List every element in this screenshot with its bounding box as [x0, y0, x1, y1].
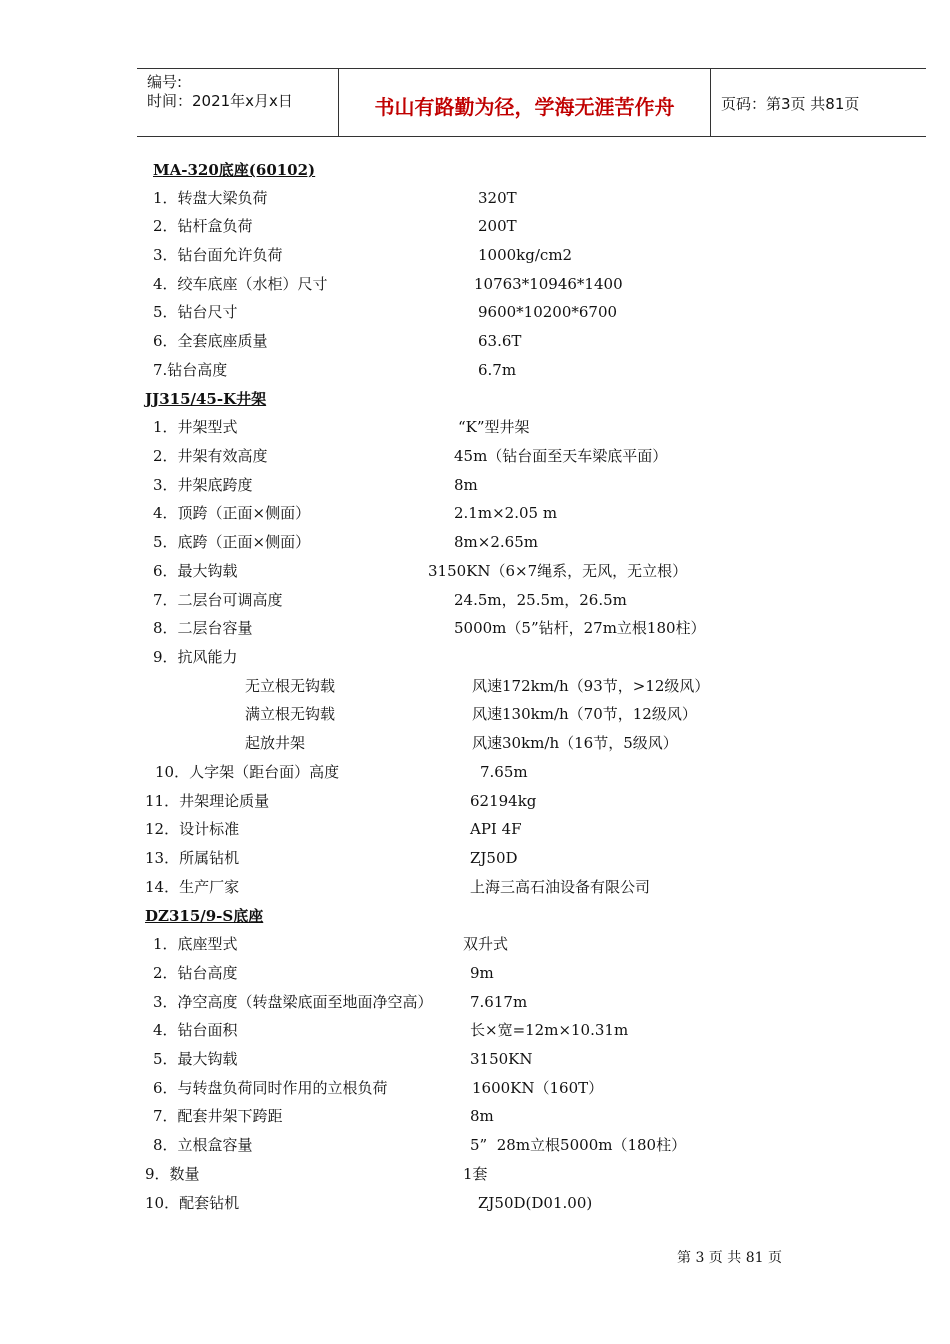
spec-label: 6．与转盘负荷同时作用的立根负荷: [153, 1079, 388, 1097]
spec-label: 4．钻台面积: [153, 1021, 238, 1039]
spec-label: 1．底座型式: [153, 935, 238, 953]
spec-label: 6．最大钩载: [153, 562, 238, 580]
spec-label: 10．配套钻机: [145, 1194, 240, 1212]
spec-value: 9600*10200*6700: [478, 303, 618, 321]
spec-value: 10763*10946*1400: [474, 275, 623, 293]
section-title: DZ315/9-S底座: [145, 907, 264, 925]
spec-value: API 4F: [470, 820, 522, 838]
spec-label: 7．配套井架下跨距: [153, 1107, 283, 1125]
spec-label: 12．设计标准: [145, 820, 240, 838]
spec-value: 1000kg/cm2: [478, 246, 573, 264]
spec-label: 5．底跨（正面×侧面）: [153, 533, 311, 551]
spec-value: 9m: [470, 964, 494, 982]
spec-label: 3．井架底跨度: [153, 476, 253, 494]
spec-value: 7.65m: [480, 763, 528, 781]
spec-value: 62194kg: [470, 792, 537, 810]
spec-value: 风速172km/h（93节，>12级风）: [472, 677, 710, 695]
spec-value: 1套: [463, 1165, 488, 1183]
spec-label: 9．抗风能力: [153, 648, 238, 666]
spec-label: 2．钻杆盒负荷: [153, 217, 253, 235]
spec-label: 4．顶跨（正面×侧面）: [153, 504, 311, 522]
spec-label: 2．钻台高度: [153, 964, 238, 982]
spec-label: 11．井架理论质量: [145, 792, 270, 810]
spec-label: 3．净空高度（转盘梁底面至地面净空高）: [153, 993, 433, 1011]
spec-value: 双升式: [463, 935, 509, 953]
header-motto: 书山有路勤为径，学海无涯苦作舟: [374, 95, 675, 119]
spec-value: 1600KN（160T）: [472, 1079, 604, 1097]
section-title: MA-320底座(60102): [153, 161, 316, 179]
spec-label: 7．二层台可调高度: [153, 591, 283, 609]
header-page-label: 页码：第3页 共81页: [721, 95, 860, 113]
spec-label: 7.钻台高度: [153, 361, 228, 379]
spec-value: “K”型井架: [458, 418, 530, 436]
header-meta: [147, 73, 337, 111]
spec-value: 8m: [470, 1107, 494, 1125]
spec-label: 4．绞车底座（水柜）尺寸: [153, 275, 328, 293]
spec-label: 2．井架有效高度: [153, 447, 268, 465]
spec-label: 3．钻台面允许负荷: [153, 246, 283, 264]
spec-label: 5．最大钩载: [153, 1050, 238, 1068]
spec-label: 1．转盘大梁负荷: [153, 189, 268, 207]
spec-value: 风速130km/h（70节，12级风）: [472, 705, 697, 723]
section-title: JJ315/45-K井架: [145, 390, 267, 408]
spec-value: 320T: [478, 189, 517, 207]
spec-value: 风速30km/h（16节，5级风）: [472, 734, 678, 752]
spec-value: 63.6T: [478, 332, 522, 350]
spec-value: 3150KN（6×7绳系，无风，无立根）: [428, 562, 688, 580]
spec-value: 200T: [478, 217, 517, 235]
header-divider: [710, 69, 711, 136]
spec-label: 8．二层台容量: [153, 619, 253, 637]
spec-value: 45m（钻台面至天车梁底平面）: [454, 447, 668, 465]
spec-label: 14．生产厂家: [145, 878, 240, 896]
spec-value: 6.7m: [478, 361, 517, 379]
spec-label: 满立根无钩载: [245, 705, 336, 723]
spec-label: 起放井架: [245, 734, 306, 752]
spec-value: ZJ50D: [470, 849, 518, 867]
page-header: [137, 68, 926, 137]
spec-label: 8．立根盒容量: [153, 1136, 253, 1154]
spec-value: 长×宽=12m×10.31m: [470, 1021, 629, 1039]
spec-value: 上海三高石油设备有限公司: [470, 878, 651, 896]
spec-label: 无立根无钩载: [245, 677, 336, 695]
spec-value: 8m×2.65m: [454, 533, 538, 551]
spec-label: 6．全套底座质量: [153, 332, 268, 350]
spec-value: 5” 28m立根5000m（180柱）: [470, 1136, 687, 1154]
spec-label: 1．井架型式: [153, 418, 238, 436]
spec-value: 8m: [454, 476, 478, 494]
spec-value: 7.617m: [470, 993, 528, 1011]
spec-value: 2.1m×2.05 m: [454, 504, 558, 522]
spec-value: ZJ50D(D01.00): [478, 1194, 593, 1212]
serial-label: 编号:: [147, 73, 183, 91]
spec-label: 13．所属钻机: [145, 849, 240, 867]
spec-value: 5000m（5”钻杆，27m立根180柱）: [454, 619, 706, 637]
spec-value: 24.5m，25.5m，26.5m: [454, 591, 627, 609]
spec-label: 9．数量: [145, 1165, 200, 1183]
footer-page-number: 第 3 页 共 81 页: [677, 1250, 782, 1266]
spec-label: 5．钻台尺寸: [153, 303, 238, 321]
spec-label: 10．人字架（距台面）高度: [155, 763, 340, 781]
date-label: 时间：2021年x月x日: [147, 92, 293, 110]
spec-value: 3150KN: [470, 1050, 533, 1068]
